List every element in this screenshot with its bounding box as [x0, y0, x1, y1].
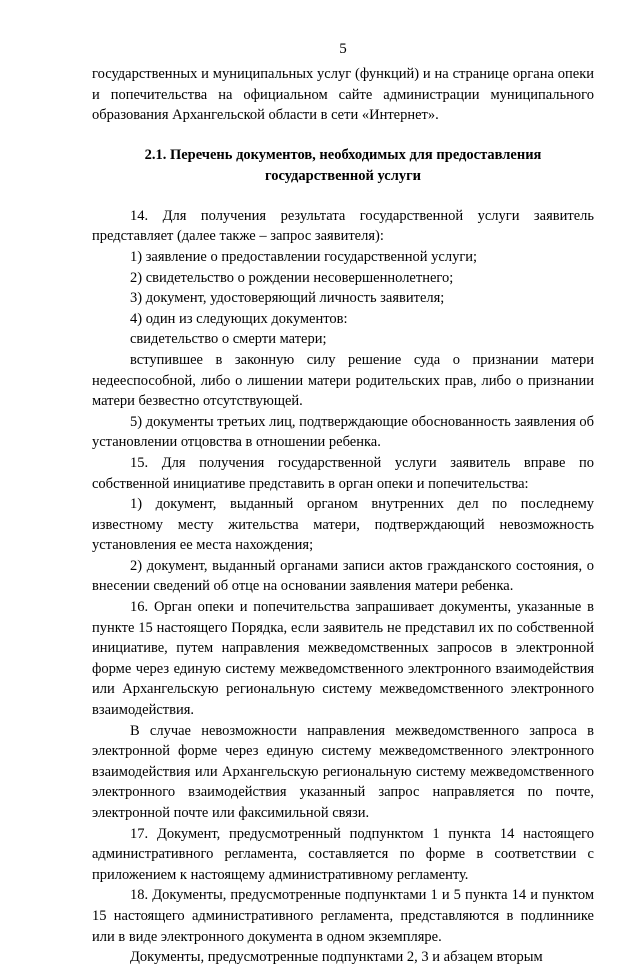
- paragraph-14-item-4-a: свидетельство о смерти матери;: [130, 331, 327, 348]
- paragraph-14-item-2: 2) свидетельство о рождении несовершеннолетнего;: [130, 269, 454, 286]
- paragraph-18-b: Документы, предусмотренные подпунктами 2, 3 и абзацем вторым: [130, 949, 543, 966]
- paragraph-14-item-3: 3) документ, удостоверяющий личность заявителя;: [130, 290, 445, 307]
- continuation-paragraph: государственных и муниципальных услуг (функций) и на странице органа опеки и попечительства на официальном сайте администрации муниципального образования Архангельской области в сети «Интернет».: [92, 66, 594, 124]
- paragraph-15-item-2: 2) документ, выданный органами записи актов гражданского состояния, о внесении сведений об отце на основании заявления матери ребенка.: [92, 557, 594, 595]
- paragraph-14-item-4: 4) один из следующих документов:: [130, 310, 348, 327]
- paragraph-15-item-1: 1) документ, выданный органом внутренних дел по последнему известному месту жительства матери, подтверждающий невозможность установления ее места нахождения;: [92, 496, 594, 554]
- section-heading-line-1: 2.1. Перечень документов, необходимых для предоставления: [144, 146, 542, 163]
- paragraph-14-item-4-b: вступившее в законную силу решение суда о признании матери недееспособной, либо о лишении матери родительских прав, либо о признании матери безвестно отсутствующей.: [92, 351, 594, 410]
- paragraph-16-b: В случае невозможности направления межведомственного запроса в электронной форме через единую систему межведомственного электронного взаимодействия или Архангельскую региональную систему межведомственного электронного взаимодействия указанный запрос направляется по почте, электронной почте или факсимильной связи.: [92, 722, 594, 821]
- paragraph-14: 14. Для получения результата государственной услуги заявитель представляет (далее также – запрос заявителя):: [92, 207, 594, 245]
- paragraph-15: 15. Для получения государственной услуги заявитель вправе по собственной инициативе представить в орган опеки и попечительства:: [92, 454, 594, 492]
- page-number: 5: [339, 41, 347, 57]
- paragraph-16: 16. Орган опеки и попечительства запрашивает документы, указанные в пункте 15 настоящего Порядка, если заявитель не представил их по собственной инициативе, путем направления межведомственных запросов в электронной форме через единую систему межведомственного электронного взаимодействия или Архангельскую региональную систему межведомственного электронного взаимодействия.: [92, 599, 594, 719]
- section-heading-line-2: государственной услуги: [264, 167, 422, 184]
- paragraph-14-item-1: 1) заявление о предоставлении государственной услуги;: [130, 248, 478, 265]
- paragraph-14-item-5: 5) документы третьих лиц, подтверждающие обоснованность заявления об установлении отцовства в отношении ребенка.: [92, 413, 595, 451]
- section-heading: [92, 145, 594, 187]
- document-page: [92, 40, 594, 968]
- paragraph-17: 17. Документ, предусмотренный подпунктом 1 пункта 14 настоящего административного регламента, составляется по форме в соответствии с приложением к настоящему административному регламенту.: [92, 825, 594, 883]
- paragraph-18: 18. Документы, предусмотренные подпунктами 1 и 5 пункта 14 и пунктом 15 настоящего административного регламента, представляются в подлиннике или в виде электронного документа в одном экземпляре.: [92, 887, 594, 945]
